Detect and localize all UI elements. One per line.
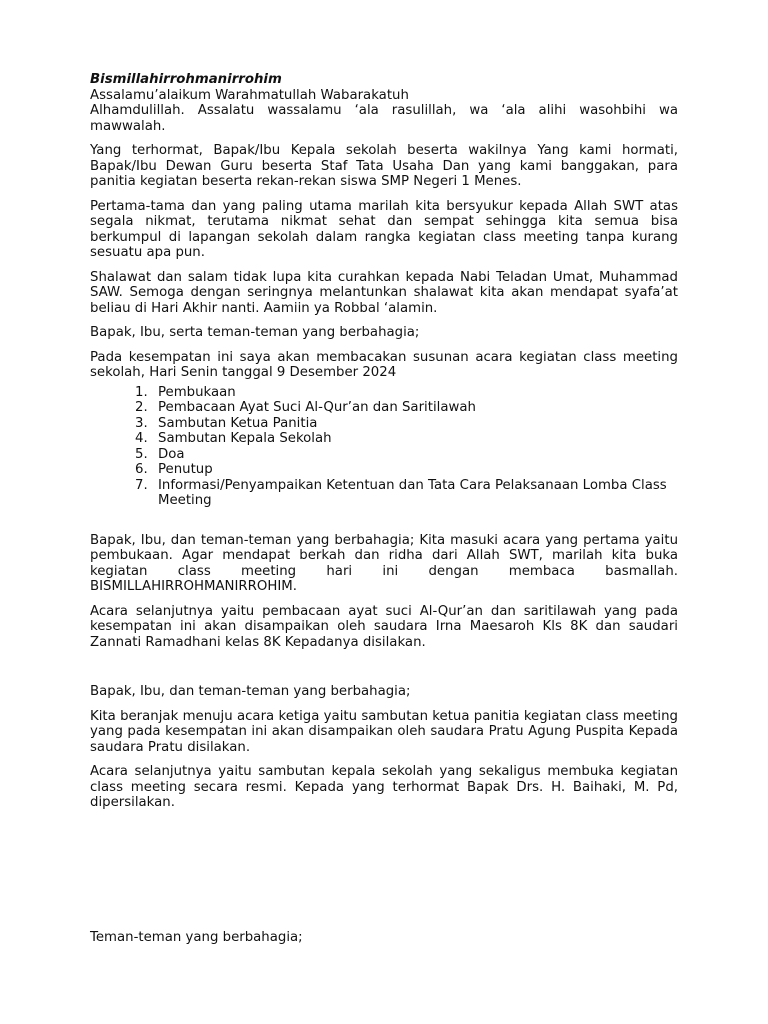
agenda-item-number: 7. [135,477,148,493]
agenda-list [90,385,678,509]
agenda-item-text: Informasi/Penyampaikan Ketentuan dan Tata Cara Pelaksanaan Lomba Class Meeting [158,477,667,508]
shalawat-paragraph: Shalawat dan salam tidak lupa kita curahkan kepada Nabi Teladan Umat, Muhammad SAW. Semoga dengan seringnya melantunkan shalawat kita akan mendapat syafa’at beliau di Hari Akhir nanti. Aamiin ya Robbal ‘alamin. [90,269,678,316]
agenda-item-number: 4. [135,431,148,446]
agenda-item-text: Sambutan Ketua Panitia [158,415,318,431]
agenda-item [90,478,678,509]
address-paragraph-1: Bapak, Ibu, serta teman-teman yang berbahagia; [90,325,420,340]
agenda-item-text: Penutup [158,462,213,477]
greeting-paragraph: Yang terhormat, Bapak/Ibu Kepala sekolah beserta wakilnya Yang kami hormati, Bapak/Ibu Dewan Guru beserta Staf Tata Usaha Dan yang kami banggakan, para panitia kegiatan beserta rekan-rekan siswa SMP Negeri 1 Menes. [90,143,678,189]
opening-act-paragraph: Bapak, Ibu, dan teman-teman yang berbahagia; Kita masuki acara yang pertama yaitu pembukaan. Agar mendapat berkah dan ridha dari Allah SWT, marilah kita buka kegiatan class meeting hari ini dengan membaca basmallah. BISMILLAHIRROHMANIRROHIM. [90,532,678,594]
principal-act-paragraph: Acara selanjutnya yaitu sambutan kepala sekolah yang sekaligus membuka kegiatan class meeting secara resmi. Kepada yang terhormat Bapak Drs. H. Baihaki, M. Pd, dipersilakan. [90,764,678,810]
blank-spacer [90,659,678,684]
agenda-item-text: Sambutan Kepala Sekolah [158,431,332,446]
blank-spacer [90,820,678,930]
gratitude-paragraph: Pertama-tama dan yang paling utama marilah kita bersyukur kepada Allah SWT atas segala nikmat, terutama nikmat sehat dan sempat sehingga kita semua bisa berkumpul di lapangan sekolah dalam rangka kegiatan class meeting tanpa kurang sesuatu apa pun. [90,198,678,260]
agenda-item [90,462,678,478]
agenda-item [90,385,678,401]
agenda-item-text: Doa [158,446,185,462]
quran-act-paragraph: Acara selanjutnya yaitu pembacaan ayat suci Al-Qur’an dan saritilawah yang pada kesempatan ini akan disampaikan oleh saudara Irna Maesaroh Kls 8K dan saudari Zannati Ramadhani kelas 8K Kepadanya disilakan. [90,603,678,650]
agenda-item [90,400,678,416]
agenda-item [90,416,678,432]
agenda-item-number: 6. [135,462,148,477]
agenda-item [90,447,678,463]
agenda-intro-paragraph: Pada kesempatan ini saya akan membacakan susunan acara kegiatan class meeting sekolah, Hari Senin tanggal 9 Desember 2024 [90,349,678,380]
committee-act-paragraph: Kita beranjak menuju acara ketiga yaitu sambutan ketua panitia kegiatan class meeting yang pada kesempatan ini akan disampaikan oleh saudara Pratu Agung Puspita Kepada saudara Pratu disilakan. [90,708,678,755]
document-page [90,72,678,954]
blank-spacer [90,509,678,533]
document-title: Bismillahirrohmanirrohim [90,72,282,87]
agenda-item-number: 3. [135,415,148,431]
agenda-item-number: 2. [135,400,148,415]
address-paragraph-3: Teman-teman yang berbahagia; [90,929,303,945]
agenda-item-text: Pembukaan [158,384,236,400]
agenda-item-text: Pembacaan Ayat Suci Al-Qur’an dan Saritilawah [158,400,476,415]
hamdalah-paragraph: Alhamdulillah. Assalatu wassalamu ‘ala rasulillah, wa ‘ala alihi wasohbihi wa mawwalah. [90,103,678,134]
agenda-item [90,431,678,447]
address-paragraph-2: Bapak, Ibu, dan teman-teman yang berbahagia; [90,684,411,699]
agenda-item-number: 5. [135,446,148,462]
salam-line: Assalamu’alaikum Warahmatullah Wabarakatuh [90,87,409,103]
agenda-item-number: 1. [135,384,148,400]
